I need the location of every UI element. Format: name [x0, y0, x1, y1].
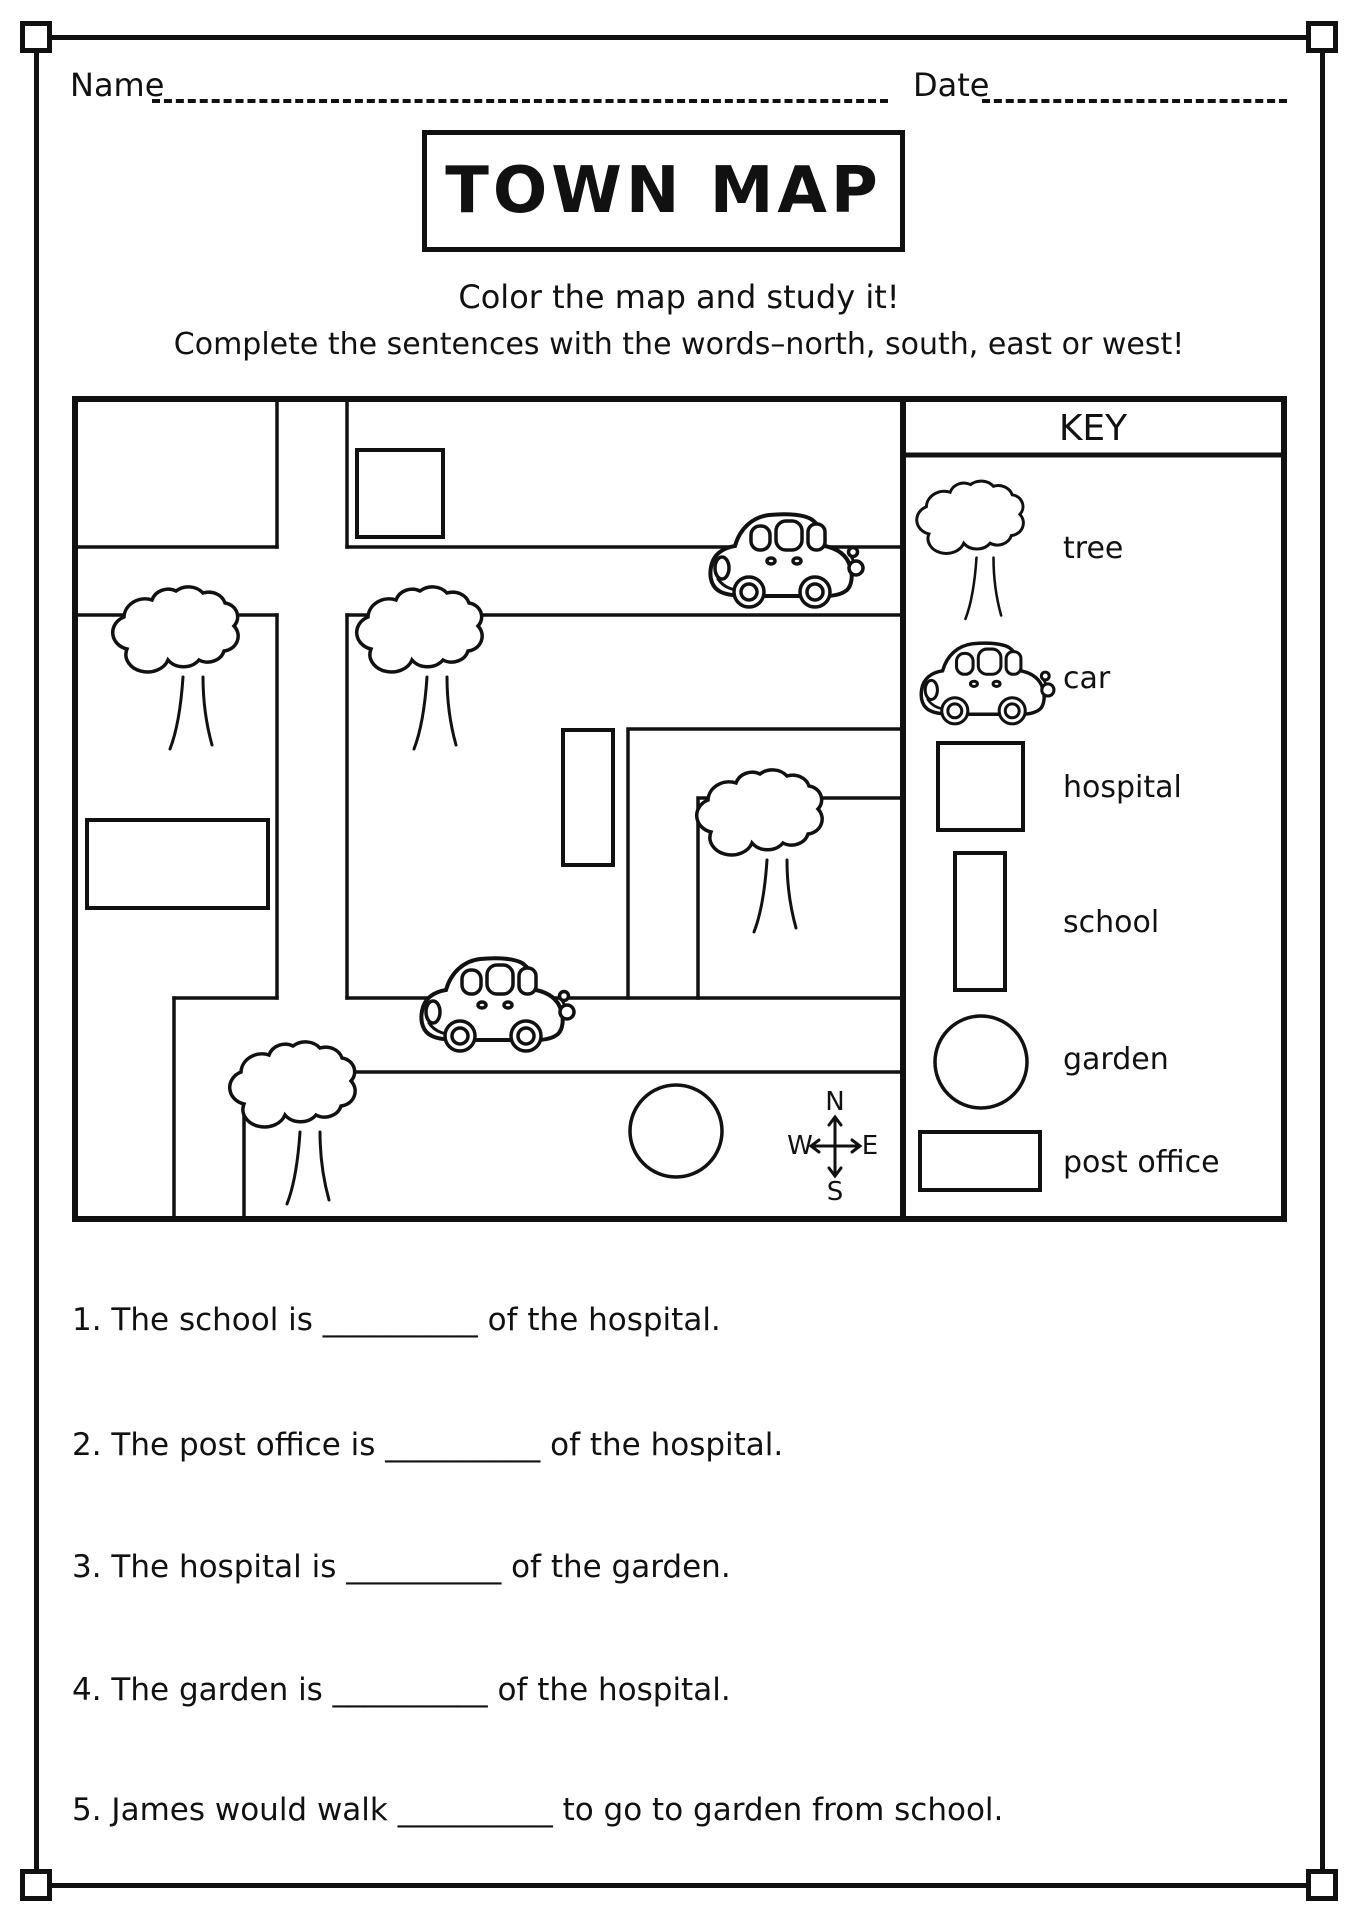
- compass-south-label: S: [826, 1177, 844, 1207]
- town-map-figure: [72, 396, 1287, 1222]
- frame-corner: [20, 1869, 52, 1901]
- compass-east-label: E: [861, 1131, 879, 1161]
- key-item-label: hospital: [1063, 770, 1182, 805]
- key-panel: [903, 399, 1284, 1219]
- small-building: [357, 450, 443, 537]
- garden-circle: [630, 1085, 722, 1177]
- name-blank-line[interactable]: [152, 99, 888, 103]
- question-item: 2. The post office is __________ of the hospital.: [72, 1427, 784, 1463]
- compass-rose: [787, 1087, 878, 1207]
- car-icon: [710, 514, 863, 607]
- post-office-building: [87, 820, 268, 908]
- question-item: 4. The garden is __________ of the hospital.: [72, 1672, 731, 1708]
- key-item-label: car: [1063, 661, 1111, 696]
- tree-icon: [357, 587, 482, 749]
- key-heading: KEY: [1058, 408, 1128, 449]
- school-building: [563, 730, 613, 865]
- school-rectangle-icon: [955, 853, 1005, 990]
- frame-corner: [20, 21, 52, 53]
- car-icon: [421, 958, 574, 1051]
- car-icon: [921, 643, 1054, 724]
- post-office-rectangle-icon: [920, 1132, 1040, 1190]
- compass-west-label: W: [787, 1131, 813, 1161]
- date-blank-line[interactable]: [982, 99, 1287, 103]
- garden-circle-icon: [935, 1016, 1027, 1108]
- tree-icon: [697, 770, 822, 932]
- instruction-line-1: Color the map and study it!: [458, 278, 900, 316]
- frame-corner: [1306, 1869, 1338, 1901]
- question-item: 1. The school is __________ of the hospital.: [72, 1302, 721, 1338]
- page-title: TOWN MAP: [445, 154, 882, 228]
- name-label: Name: [70, 66, 165, 104]
- key-item-label: garden: [1063, 1042, 1169, 1077]
- tree-icon: [230, 1042, 355, 1204]
- key-item-label: post office: [1063, 1145, 1220, 1180]
- key-item-label: tree: [1063, 531, 1124, 566]
- title-box: [422, 130, 905, 252]
- hospital-square-icon: [938, 743, 1023, 830]
- compass-north-label: N: [825, 1087, 845, 1117]
- tree-icon: [917, 481, 1024, 619]
- tree-icon: [113, 587, 238, 749]
- frame-corner: [1306, 21, 1338, 53]
- instruction-line-2: Complete the sentences with the words–north, south, east or west!: [173, 327, 1185, 362]
- question-item: 5. James would walk __________ to go to garden from school.: [72, 1792, 1004, 1828]
- date-label: Date: [913, 66, 990, 104]
- question-item: 3. The hospital is __________ of the garden.: [72, 1549, 731, 1585]
- key-item-label: school: [1063, 905, 1160, 940]
